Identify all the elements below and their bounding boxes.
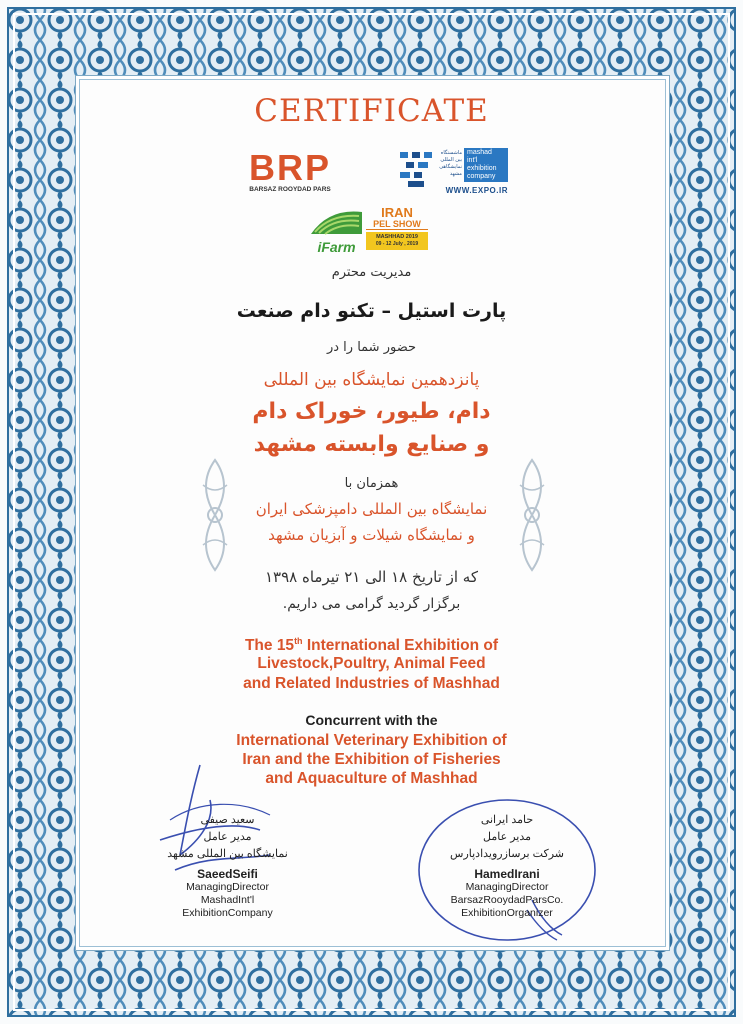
- concurrent-fa-line1: نمایشگاه بین المللی دامپزشکی ایران: [255, 500, 488, 518]
- concurrent-en: Concurrent with the: [305, 712, 438, 728]
- iran-pel-show-logo: [366, 206, 428, 254]
- expo-line: int'l: [467, 157, 478, 164]
- expo-line: exhibition: [467, 165, 497, 172]
- expo-line: company: [467, 173, 496, 180]
- left-sig-fa-org: نمایشگاه بین المللی مشهد: [167, 848, 288, 860]
- left-sig-en-title: ManagingDirector: [186, 881, 269, 893]
- expo-logo-persian: [436, 150, 462, 178]
- pelshow-city: MASHHAD 2019: [376, 234, 418, 240]
- exhibition-en-line2: Livestock,Poultry, Animal Feed: [257, 655, 486, 672]
- pelshow-title: PEL SHOW: [366, 219, 428, 230]
- presence-text: حضور شما را در: [326, 340, 417, 355]
- closing-line: برگزار گردید گرامی می داریم.: [282, 596, 461, 612]
- right-sig-en-title: ManagingDirector: [465, 881, 549, 893]
- exhibition-en-line1-pre: The 15: [244, 637, 295, 655]
- ifarm-logo: [309, 206, 364, 255]
- exhibition-en-line3: and Related Industries of Mashhad: [243, 675, 500, 692]
- exhibition-fa-line1: پانزدهمین نمایشگاه بین المللی: [263, 370, 480, 390]
- concurrent-en-line2: Iran and the Exhibition of Fisheries: [242, 751, 501, 768]
- right-sig-en-name: HamedIrani: [474, 867, 540, 881]
- expo-line: mashad: [467, 149, 492, 156]
- left-signature-block: [140, 812, 315, 920]
- right-sig-fa-title: مدیر عامل: [483, 831, 531, 843]
- left-sig-en-org1: MashadInt'l: [200, 894, 255, 906]
- right-signature-block: [432, 812, 582, 920]
- left-sig-en-name: SaeedSeifi: [197, 867, 258, 881]
- concurrent-en-line1: International Veterinary Exhibition of: [236, 732, 507, 749]
- exhibition-fa-line3: و صنایع وابسته مشهد: [253, 432, 490, 457]
- expo-logo-box: [464, 148, 508, 182]
- salutation: مدیریت محترم: [331, 265, 412, 280]
- ifarm-logo-text: iFarm: [317, 239, 356, 255]
- company-name: پارت استیل – تکنو دام صنعت: [236, 300, 507, 322]
- expo-logo: [398, 148, 508, 200]
- pelshow-iran: IRAN: [381, 205, 413, 220]
- exhibition-en-line1-sup: th: [294, 636, 303, 646]
- expo-url: WWW.EXPO.IR: [445, 186, 508, 195]
- pelshow-banner: [366, 232, 428, 250]
- right-sig-fa-org: شرکت برسازرویدادپارس: [450, 848, 564, 860]
- concurrent-fa: همزمان با: [344, 476, 399, 491]
- brp-logo: [240, 147, 340, 198]
- concurrent-en-line3: and Aquaculture of Mashhad: [265, 770, 478, 787]
- brp-logo-caption: BARSAZ ROOYDAD PARS: [249, 186, 331, 193]
- exhibition-fa-line2: دام، طیور، خوراک دام: [252, 399, 491, 424]
- right-sig-en-org1: BarsazRooydadParsCo.: [450, 894, 564, 906]
- date-line: که از تاریخ ۱۸ الی ۲۱ تیرماه ۱۳۹۸: [265, 568, 478, 586]
- expo-fa-line: بین المللی: [440, 157, 462, 163]
- left-sig-fa-title: مدیر عامل: [203, 831, 252, 843]
- concurrent-fa-line2: و نمایشگاه شیلات و آبزیان مشهد: [268, 526, 475, 544]
- brp-logo-mark: BRP: [240, 150, 340, 186]
- certificate-title: CERTIFICATE: [254, 93, 489, 129]
- left-sig-fa-name: سعید صیفی: [200, 814, 255, 826]
- expo-fa-line: مشهد: [449, 171, 462, 177]
- right-sig-fa-name: حامد ایرانی: [480, 814, 534, 826]
- expo-fa-line: ماشستگاه: [440, 150, 462, 156]
- exhibition-en-line1-post: International Exhibition of: [302, 637, 499, 655]
- expo-logo-icon: [398, 150, 434, 188]
- expo-fa-line: نمایشگاهی: [439, 164, 462, 170]
- ifarm-field-icon: [309, 206, 364, 236]
- pelshow-dates: 09 - 12 July , 2019: [375, 241, 419, 247]
- right-sig-en-org2: ExhibitionOrganizer: [461, 907, 553, 919]
- left-sig-en-org2: ExhibitionCompany: [182, 907, 273, 919]
- exhibition-en-line1: [120, 632, 623, 655]
